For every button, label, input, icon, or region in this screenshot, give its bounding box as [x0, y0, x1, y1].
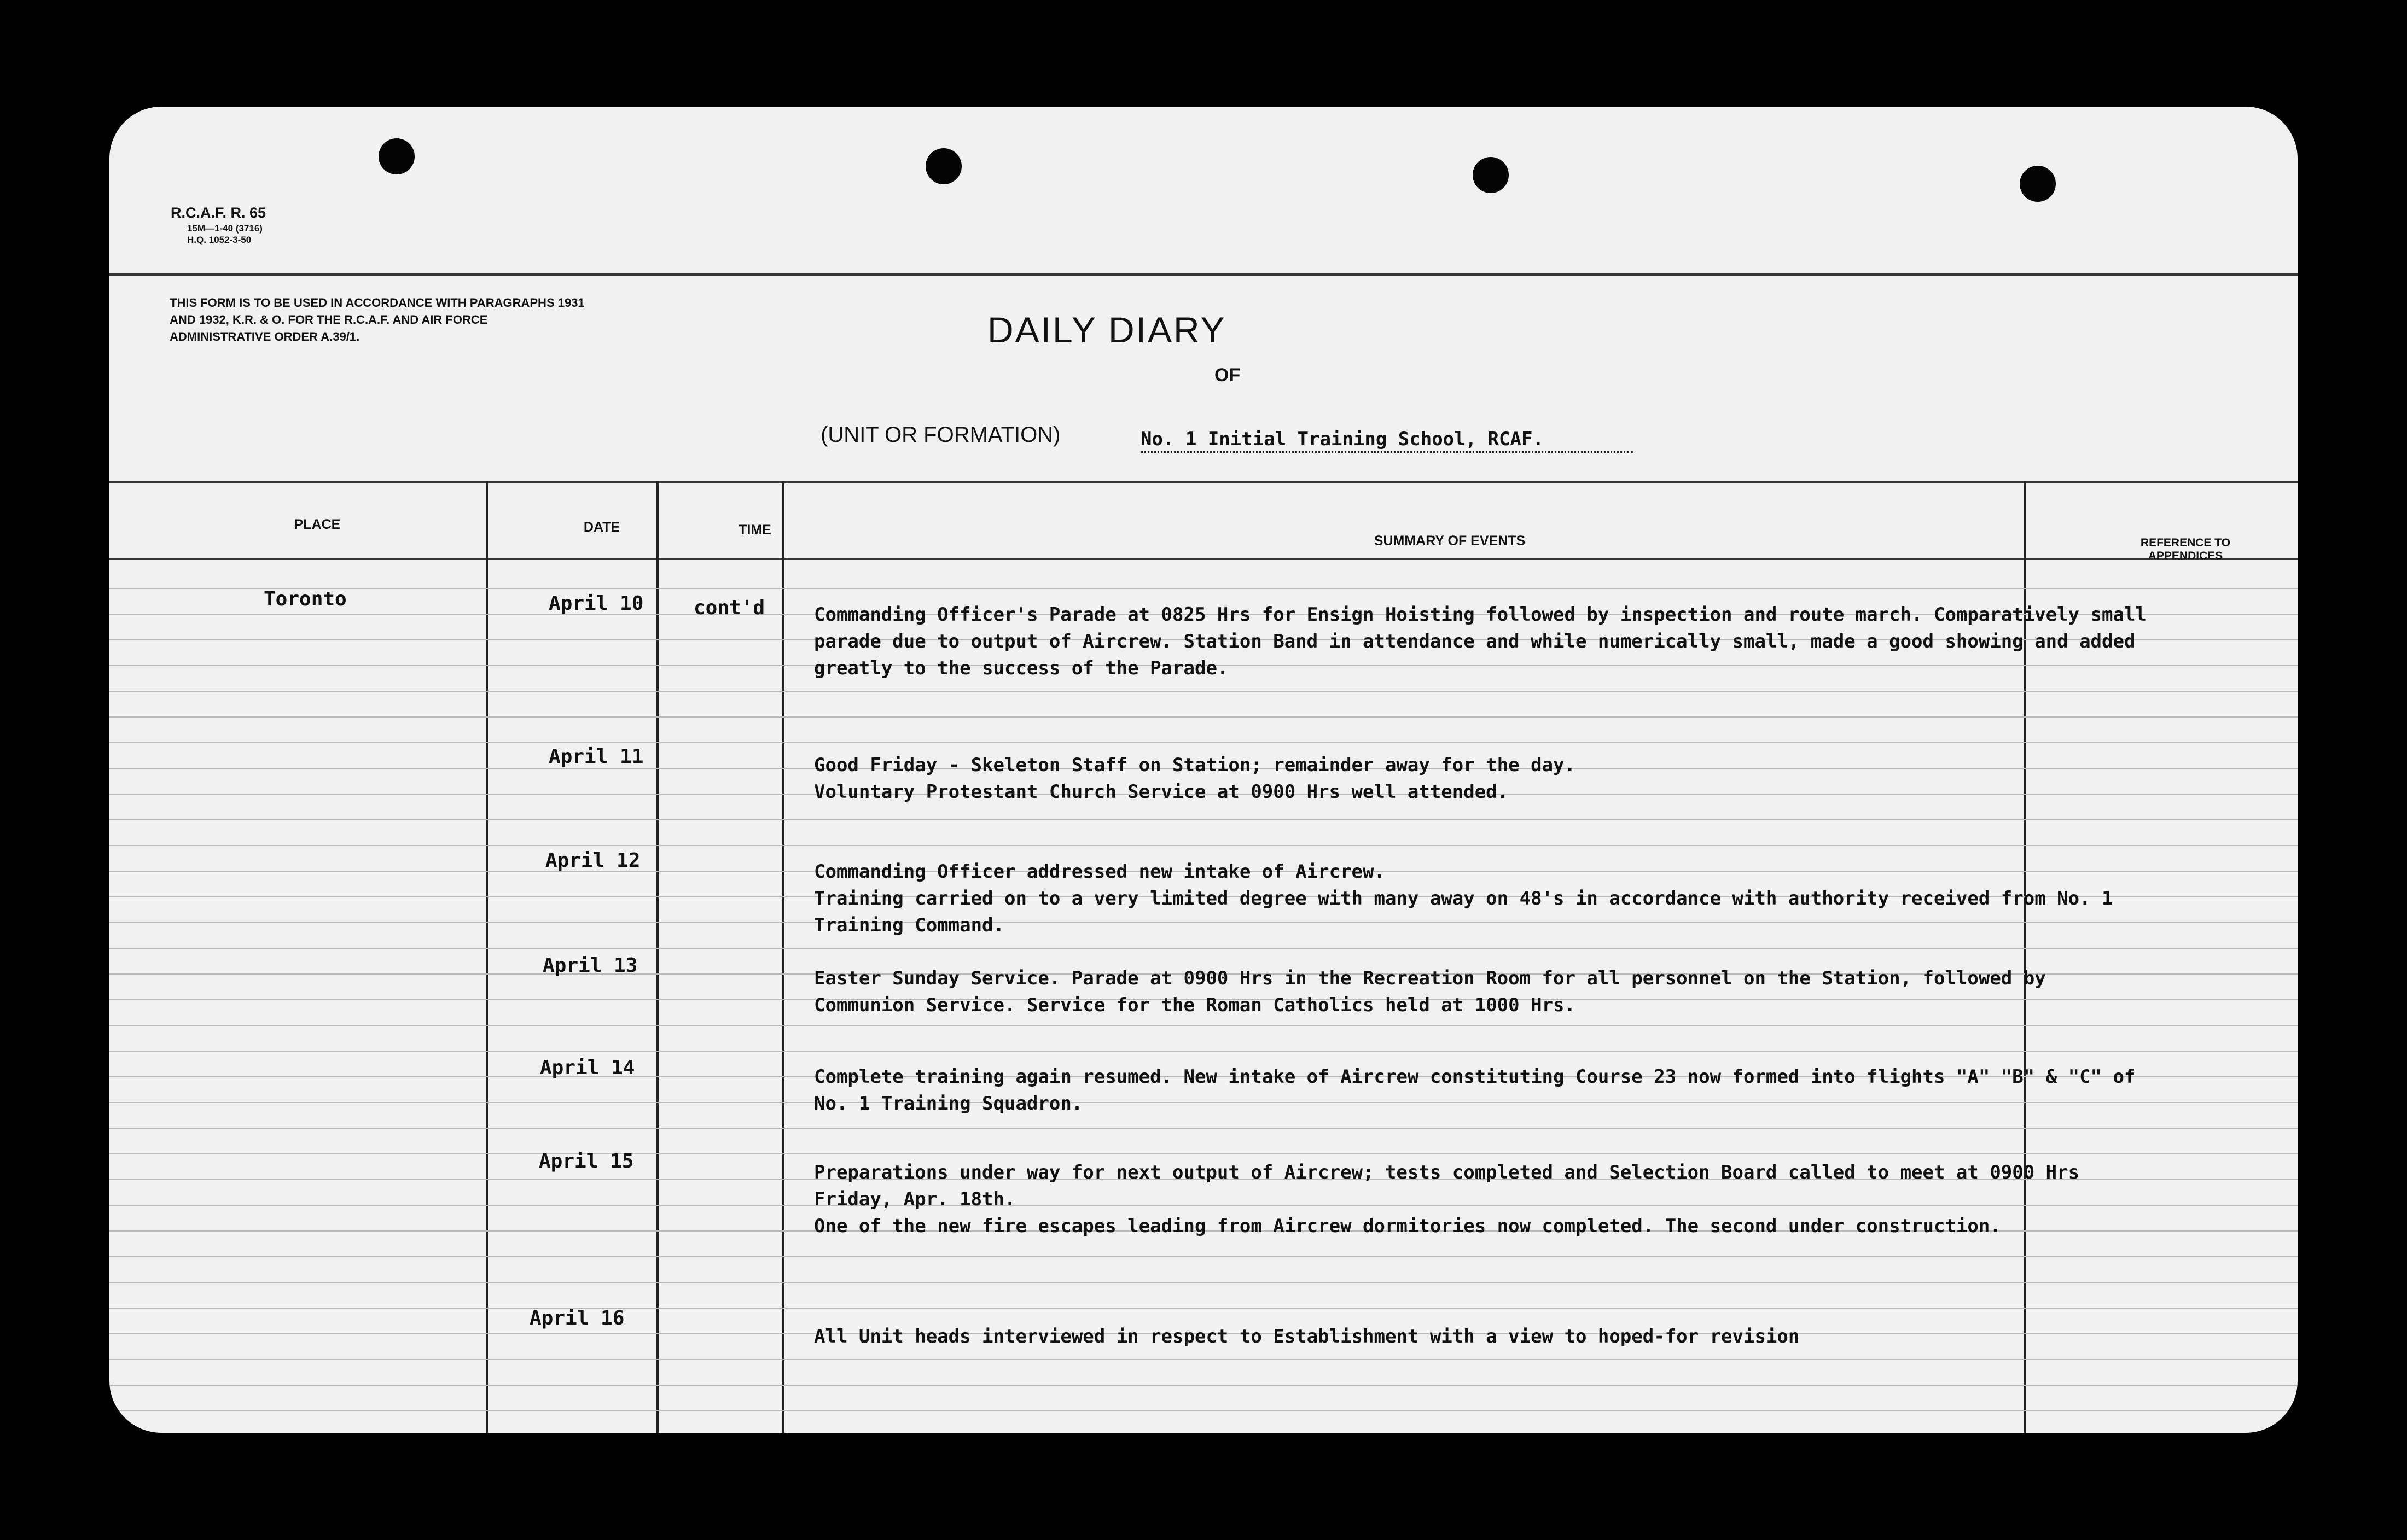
ruled-line [109, 1256, 2298, 1257]
summary-paragraph: Good Friday - Skeleton Staff on Station; remainder away for the day. [814, 754, 1575, 776]
punch-hole [926, 148, 962, 184]
column-header-reference: REFERENCE TO APPENDICES [2140, 536, 2231, 563]
ruled-line [109, 1025, 2298, 1026]
entry-date: April 12 [545, 849, 641, 872]
column-header-summary: SUMMARY OF EVENTS [1374, 533, 1526, 549]
column-divider [656, 481, 659, 1433]
table-header-rule [109, 558, 2298, 560]
entry-date: April 14 [540, 1057, 635, 1079]
summary-paragraph: Commanding Officer's Parade at 0825 Hrs for Ensign Hoisting followed by inspection and route march. Comparatively small parade due to output of Aircrew. Station Band in attendance and while numerically small, made a good showing and added greatly to the success of the Parade. [814, 604, 2147, 679]
table-top-rule [109, 481, 2298, 483]
ruled-line [109, 845, 2298, 846]
unit-value: No. 1 Initial Training School, RCAF. [1141, 428, 1633, 453]
page-title: DAILY DIARY [987, 310, 1226, 350]
summary-paragraph: Commanding Officer addressed new intake of Aircrew. [814, 861, 1385, 883]
ruled-line [109, 716, 2298, 718]
entry-time: cont'd [694, 597, 765, 619]
form-print-code: 15M—1-40 (3716) [187, 223, 263, 234]
entry-summary [814, 965, 2154, 1019]
summary-paragraph: Voluntary Protestant Church Service at 0900 Hrs well attended. [814, 781, 1509, 803]
column-header-date: DATE [583, 520, 620, 535]
ruled-line [109, 742, 2298, 743]
entry-summary [814, 602, 2154, 682]
ruled-line [109, 1128, 2298, 1129]
summary-paragraph: Complete training again resumed. New intake of Aircrew constituting Course 23 now formed into flights "A" "B" & "C" of No. 1 Training Squadron. [814, 1066, 2136, 1115]
entry-date: April 11 [549, 745, 644, 768]
form-hq-code: H.Q. 1052-3-50 [187, 235, 252, 245]
ruled-line [109, 948, 2298, 949]
entry-date: April 16 [530, 1307, 625, 1329]
entry-date: April 13 [543, 954, 638, 977]
ruled-line [109, 1308, 2298, 1309]
header-rule [109, 273, 2298, 276]
unit-label: (UNIT OR FORMATION) [821, 423, 1061, 447]
ruled-line [109, 588, 2298, 589]
ruled-line [109, 1410, 2298, 1411]
diary-form-card [109, 107, 2298, 1433]
summary-paragraph: One of the new fire escapes leading from Aircrew dormitories now completed. The second under construction. [814, 1215, 2001, 1237]
ruled-line [109, 1385, 2298, 1386]
title-of: OF [1214, 365, 1241, 386]
entry-place: Toronto [264, 588, 347, 610]
entry-summary [814, 1159, 2154, 1240]
ruled-line [109, 1153, 2298, 1154]
entry-summary [814, 859, 2154, 939]
ruled-line [109, 819, 2298, 820]
summary-paragraph: All Unit heads interviewed in respect to Establishment with a view to hoped-for revision [814, 1326, 1800, 1348]
form-code [171, 204, 266, 246]
entry-date: April 10 [549, 592, 644, 615]
entry-date: April 15 [539, 1150, 634, 1172]
punch-hole [2020, 166, 2056, 202]
form-number: R.C.A.F. R. 65 [171, 205, 266, 221]
entry-summary [814, 1323, 2154, 1350]
entry-summary [814, 1064, 2154, 1117]
ruled-line [109, 1282, 2298, 1283]
ruled-line [109, 1051, 2298, 1052]
punch-hole [379, 138, 415, 174]
ruled-line [109, 691, 2298, 692]
entry-summary [814, 752, 2154, 806]
summary-paragraph: Preparations under way for next output of Aircrew; tests completed and Selection Board called to meet at 0900 Hrs Friday, Apr. 18th. [814, 1162, 2080, 1210]
summary-paragraph: Easter Sunday Service. Parade at 0900 Hrs in the Recreation Room for all personnel on the Station, followed by Communion Service. Service for the Roman Catholics held at 1000 Hrs. [814, 967, 2046, 1016]
form-usage-note: THIS FORM IS TO BE USED IN ACCORDANCE WITH PARAGRAPHS 1931 AND 1932, K.R. & O. FOR THE R.C.A.F. AND AIR FORCE ADMINISTRATIVE ORDER A.39/1. [170, 296, 585, 344]
punch-hole [1473, 157, 1509, 193]
column-divider [782, 481, 784, 1433]
column-header-time: TIME [739, 522, 771, 538]
column-header-place: PLACE [294, 517, 341, 532]
summary-paragraph: Training carried on to a very limited degree with many away on 48's in accordance with authority received from No. 1 Training Command. [814, 888, 2113, 936]
column-divider [486, 481, 488, 1433]
ruled-line [109, 1359, 2298, 1360]
